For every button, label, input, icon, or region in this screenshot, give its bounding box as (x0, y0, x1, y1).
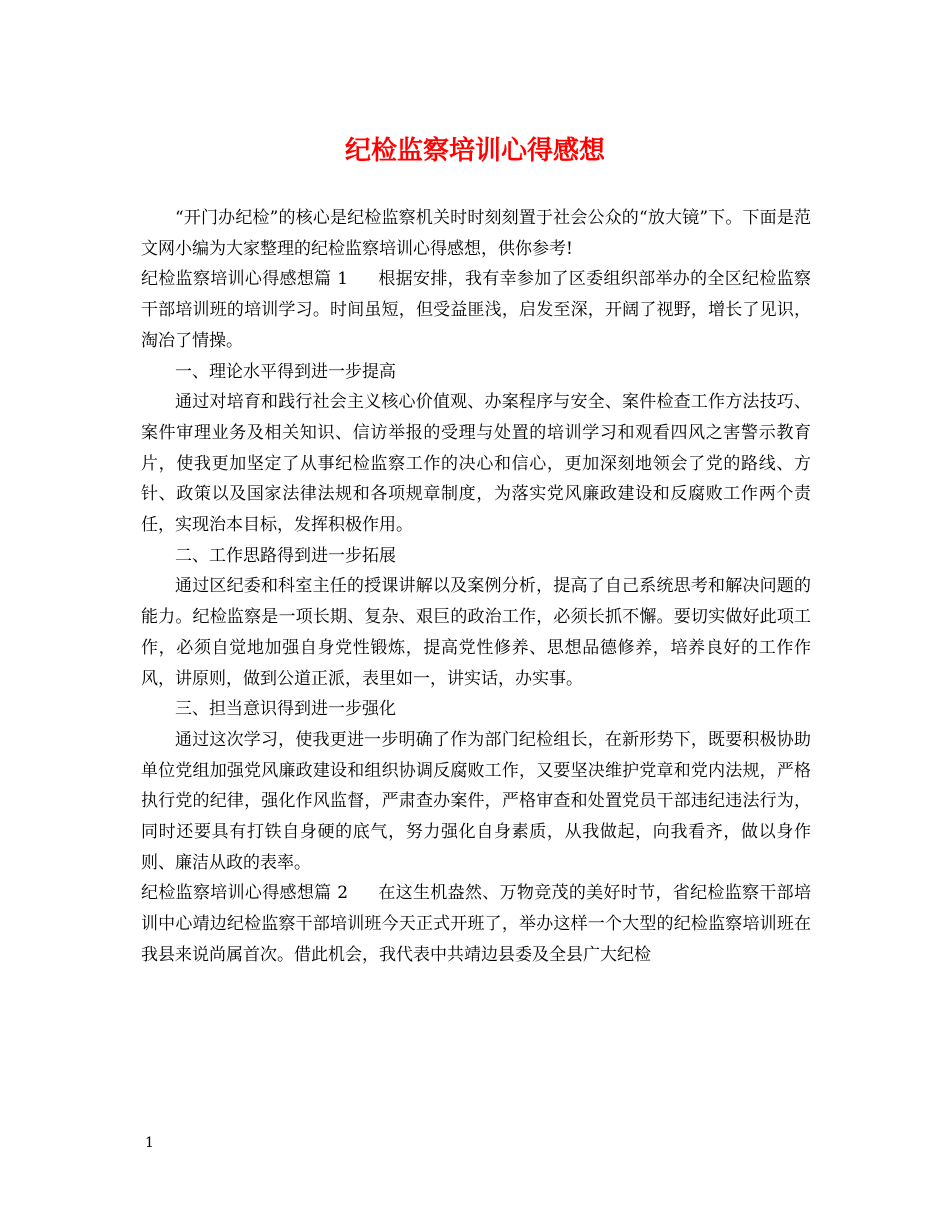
section-heading-3: 三、担当意识得到进一步强化 (175, 699, 396, 720)
document-body (141, 203, 811, 971)
page-number: 1 (145, 1135, 154, 1151)
section-heading-2: 二、工作思路得到进一步拓展 (175, 545, 396, 566)
article1-first-text: 根据安排，我有幸参加了区委组织部举办的全区纪检监察干部培训班的培训学习。时间虽短，但受益匪浅，启发至深，开阔了视野，增长了见识，淘冶了情操。 (141, 269, 811, 351)
article1-paragraph (141, 264, 811, 356)
section-text-2: 通过区纪委和科室主任的授课讲解以及案例分析，提高了自己系统思考和解决问题的能力。纪检监察是一项长期、复杂、艰巨的政治工作，必须长抓不懈。要切实做好此项工作，必须自觉地加强自身党性锻炼，提高党性修养、思想品德修养，培养良好的工作作风，讲原则，做到公道正派，表里如一，讲实话，办实事。 (141, 576, 811, 689)
document-title: 纪检监察培训心得感想 (344, 136, 605, 166)
article2-first-text: 在这生机盎然、万物竞茂的美好时节，省纪检监察干部培训中心靖边纪检监察干部培训班今天正式开班了，举办这样一个大型的纪检监察培训班在我县来说尚属首次。借此机会，我代表中共靖边县委及全县广大纪检 (141, 883, 811, 965)
intro-paragraph: “开门办纪检”的核心是纪检监察机关时时刻刻置于社会公众的“放大镜”下。下面是范文网小编为大家整理的纪检监察培训心得感想，供你参考! (141, 208, 811, 259)
article2-paragraph (141, 878, 811, 970)
section-text-3: 通过这次学习，使我更进一步明确了作为部门纪检组长，在新形势下，既要积极协助单位党组加强党风廉政建设和组织协调反腐败工作，又要坚决维护党章和党内法规，严格执行党的纪律，强化作风监督，严肃查办案件，严格审查和处置党员干部违纪违法行为，同时还要具有打铁自身硬的底气，努力强化自身素质，从我做起，向我看齐，做以身作则、廉洁从政的表率。 (141, 729, 811, 873)
section-text-1: 通过对培育和践行社会主义核心价值观、办案程序与安全、案件检查工作方法技巧、案件审理业务及相关知识、信访举报的受理与处置的培训学习和观看四风之害警示教育片，使我更加坚定了从事纪检监察工作的决心和信心，更加深刻地领会了党的路线、方针、政策以及国家法律法规和各项规章制度，为落实党风廉政建设和反腐败工作两个责任，实现治本目标，发挥积极作用。 (141, 392, 811, 536)
article2-title: 纪检监察培训心得感想篇 2 (141, 883, 349, 904)
article1-title: 纪检监察培训心得感想篇 1 (141, 269, 349, 290)
section-heading-1: 一、理论水平得到进一步提高 (175, 361, 396, 382)
